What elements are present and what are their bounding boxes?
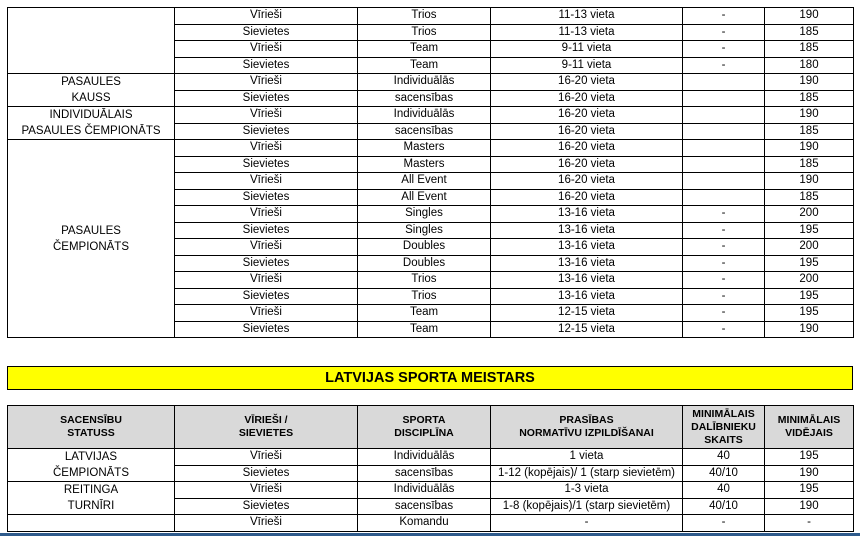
requirement-cell: 1-8 (kopējais)/1 (starp sievietēm) xyxy=(491,498,683,515)
discipline-cell: Doubles xyxy=(358,239,491,256)
discipline-cell: Masters xyxy=(358,156,491,173)
min-participants-cell: - xyxy=(683,41,765,58)
gender-cell: Vīrieši xyxy=(175,482,358,499)
min-average-cell: 180 xyxy=(765,57,854,74)
column-header-line: PRASĪBAS xyxy=(559,414,614,426)
discipline-cell: sacensības xyxy=(358,90,491,107)
min-participants-cell: - xyxy=(683,24,765,41)
discipline-cell: Trios xyxy=(358,8,491,25)
min-participants-cell: - xyxy=(683,272,765,289)
min-average-cell: 200 xyxy=(765,206,854,223)
column-header xyxy=(8,406,175,449)
discipline-cell: Individuālās xyxy=(358,449,491,466)
requirement-cell: 9-11 vieta xyxy=(491,41,683,58)
requirement-cell: 11-13 vieta xyxy=(491,24,683,41)
table-header-row xyxy=(8,406,854,449)
min-average-cell: 185 xyxy=(765,156,854,173)
table-row xyxy=(8,107,854,124)
status-line: ČEMPIONĀTS xyxy=(52,240,130,253)
status-line: REITINGA xyxy=(63,484,119,496)
min-participants-cell: 40/10 xyxy=(683,498,765,515)
competition-status-cell xyxy=(8,140,175,338)
status-line: KAUSS xyxy=(71,92,111,104)
gender-cell: Sievietes xyxy=(175,156,358,173)
min-average-cell: 190 xyxy=(765,107,854,124)
requirement-cell: 9-11 vieta xyxy=(491,57,683,74)
min-participants-cell: 40/10 xyxy=(683,465,765,482)
min-average-cell: 200 xyxy=(765,239,854,256)
requirement-cell: - xyxy=(491,515,683,532)
gender-cell: Vīrieši xyxy=(175,107,358,124)
min-participants-cell xyxy=(683,123,765,140)
discipline-cell: Doubles xyxy=(358,255,491,272)
min-average-cell: 190 xyxy=(765,498,854,515)
min-average-cell: 190 xyxy=(765,465,854,482)
discipline-cell: Trios xyxy=(358,24,491,41)
gender-cell: Sievietes xyxy=(175,321,358,338)
min-participants-cell: 40 xyxy=(683,449,765,466)
gender-cell: Sievietes xyxy=(175,498,358,515)
column-header xyxy=(358,406,491,449)
requirement-cell: 16-20 vieta xyxy=(491,173,683,190)
requirement-cell: 13-16 vieta xyxy=(491,206,683,223)
requirement-cell: 16-20 vieta xyxy=(491,74,683,91)
requirement-cell: 1-3 vieta xyxy=(491,482,683,499)
gender-cell: Sievietes xyxy=(175,255,358,272)
column-header-line: VIDĒJAIS xyxy=(785,427,833,439)
gender-cell: Vīrieši xyxy=(175,8,358,25)
gender-cell: Vīrieši xyxy=(175,305,358,322)
column-header xyxy=(683,406,765,449)
column-header-line: DISCIPLĪNA xyxy=(394,427,454,439)
min-average-cell: 185 xyxy=(765,41,854,58)
requirement-cell: 1 vieta xyxy=(491,449,683,466)
min-average-cell: 195 xyxy=(765,449,854,466)
min-average-cell: 200 xyxy=(765,272,854,289)
status-line: PASAULES xyxy=(61,76,121,88)
requirement-cell: 16-20 vieta xyxy=(491,140,683,157)
column-header-line: MINIMĀLAIS xyxy=(777,414,841,426)
requirement-cell: 16-20 vieta xyxy=(491,107,683,124)
min-participants-cell: - xyxy=(683,206,765,223)
column-header-line: DALĪBNIEKU xyxy=(691,420,756,433)
column-header-line: VĪRIEŠI / xyxy=(244,414,288,426)
competition-status-cell xyxy=(8,107,175,140)
min-average-cell: 190 xyxy=(765,321,854,338)
column-header xyxy=(491,406,683,449)
gender-cell: Vīrieši xyxy=(175,272,358,289)
discipline-cell: Team xyxy=(358,57,491,74)
gender-cell: Vīrieši xyxy=(175,206,358,223)
requirement-cell: 12-15 vieta xyxy=(491,321,683,338)
gender-cell: Sievietes xyxy=(175,465,358,482)
gender-cell: Sievietes xyxy=(175,90,358,107)
requirement-cell: 13-16 vieta xyxy=(491,239,683,256)
min-average-cell: 190 xyxy=(765,74,854,91)
column-header-line: MINIMĀLAIS xyxy=(692,407,755,420)
min-average-cell: 190 xyxy=(765,173,854,190)
requirement-cell: 13-16 vieta xyxy=(491,272,683,289)
min-average-cell: - xyxy=(765,515,854,532)
discipline-cell: Team xyxy=(358,321,491,338)
gender-cell: Sievietes xyxy=(175,189,358,206)
requirement-cell: 16-20 vieta xyxy=(491,189,683,206)
min-participants-cell: - xyxy=(683,8,765,25)
discipline-cell: Singles xyxy=(358,222,491,239)
min-average-cell: 195 xyxy=(765,222,854,239)
min-participants-cell xyxy=(683,189,765,206)
min-participants-cell xyxy=(683,140,765,157)
norms-table-top xyxy=(7,7,854,338)
gender-cell: Sievietes xyxy=(175,222,358,239)
gender-cell: Sievietes xyxy=(175,123,358,140)
discipline-cell: Singles xyxy=(358,206,491,223)
min-participants-cell: 40 xyxy=(683,482,765,499)
discipline-cell: Trios xyxy=(358,288,491,305)
min-average-cell: 185 xyxy=(765,189,854,206)
requirement-cell: 16-20 vieta xyxy=(491,156,683,173)
table-row xyxy=(8,140,854,157)
min-participants-cell: - xyxy=(683,239,765,256)
table-row xyxy=(8,449,854,466)
table-row xyxy=(8,8,854,25)
discipline-cell: All Event xyxy=(358,189,491,206)
gender-cell: Vīrieši xyxy=(175,515,358,532)
requirement-cell: 16-20 vieta xyxy=(491,123,683,140)
discipline-cell: Masters xyxy=(358,140,491,157)
min-average-cell: 190 xyxy=(765,140,854,157)
status-line: LATVIJAS xyxy=(64,451,118,463)
table-row xyxy=(8,74,854,91)
discipline-cell: Individuālās xyxy=(358,482,491,499)
discipline-cell: Komandu xyxy=(358,515,491,532)
column-header xyxy=(765,406,854,449)
gender-cell: Vīrieši xyxy=(175,173,358,190)
min-average-cell: 195 xyxy=(765,482,854,499)
discipline-cell: All Event xyxy=(358,173,491,190)
discipline-cell: Team xyxy=(358,305,491,322)
status-line: ČEMPIONĀTS xyxy=(52,467,130,479)
competition-status-cell xyxy=(8,74,175,107)
min-participants-cell xyxy=(683,90,765,107)
column-header-line: NORMATĪVU IZPILDĪŠANAI xyxy=(519,427,654,439)
gender-cell: Sievietes xyxy=(175,24,358,41)
status-line: TURNĪRI xyxy=(67,500,115,512)
min-average-cell: 195 xyxy=(765,288,854,305)
min-participants-cell: - xyxy=(683,57,765,74)
discipline-cell: sacensības xyxy=(358,465,491,482)
gender-cell: Vīrieši xyxy=(175,74,358,91)
column-header-line: SIEVIETES xyxy=(238,427,294,439)
discipline-cell: sacensības xyxy=(358,498,491,515)
table-row xyxy=(8,482,854,499)
column-header-line: SACENSĪBU xyxy=(60,414,122,426)
column-header-line: SKAITS xyxy=(704,433,743,446)
section-banner-latvijas-sporta-meistars: LATVIJAS SPORTA MEISTARS xyxy=(7,366,853,390)
requirement-cell: 13-16 vieta xyxy=(491,288,683,305)
status-line: PASAULES ČEMPIONĀTS xyxy=(21,125,161,137)
min-average-cell: 185 xyxy=(765,123,854,140)
gender-cell: Sievietes xyxy=(175,57,358,74)
status-line: INDIVIDUĀLAIS xyxy=(49,109,133,121)
discipline-cell: Team xyxy=(358,41,491,58)
column-header-line: SPORTA xyxy=(402,414,446,426)
gender-cell: Vīrieši xyxy=(175,140,358,157)
requirement-cell: 11-13 vieta xyxy=(491,8,683,25)
column-header-line: STATUSS xyxy=(67,427,115,439)
discipline-cell: Individuālās xyxy=(358,74,491,91)
min-average-cell: 190 xyxy=(765,8,854,25)
competition-status-cell xyxy=(8,482,175,515)
min-average-cell: 185 xyxy=(765,24,854,41)
table-row xyxy=(8,515,854,532)
min-participants-cell: - xyxy=(683,255,765,272)
min-average-cell: 185 xyxy=(765,90,854,107)
norms-table-bottom xyxy=(7,405,854,532)
min-participants-cell xyxy=(683,107,765,124)
competition-status-cell xyxy=(8,449,175,482)
min-participants-cell xyxy=(683,173,765,190)
min-average-cell: 195 xyxy=(765,305,854,322)
requirement-cell: 13-16 vieta xyxy=(491,255,683,272)
min-participants-cell: - xyxy=(683,288,765,305)
requirement-cell: 1-12 (kopējais)/ 1 (starp sievietēm) xyxy=(491,465,683,482)
discipline-cell: Individuālās xyxy=(358,107,491,124)
column-header xyxy=(175,406,358,449)
min-average-cell: 195 xyxy=(765,255,854,272)
min-participants-cell: - xyxy=(683,305,765,322)
status-line: PASAULES xyxy=(61,224,121,237)
requirement-cell: 16-20 vieta xyxy=(491,90,683,107)
gender-cell: Vīrieši xyxy=(175,239,358,256)
min-participants-cell: - xyxy=(683,515,765,532)
competition-status-cell xyxy=(8,8,175,74)
min-participants-cell xyxy=(683,156,765,173)
min-participants-cell xyxy=(683,74,765,91)
gender-cell: Sievietes xyxy=(175,288,358,305)
discipline-cell: Trios xyxy=(358,272,491,289)
discipline-cell: sacensības xyxy=(358,123,491,140)
min-participants-cell: - xyxy=(683,321,765,338)
gender-cell: Vīrieši xyxy=(175,449,358,466)
requirement-cell: 13-16 vieta xyxy=(491,222,683,239)
gender-cell: Vīrieši xyxy=(175,41,358,58)
min-participants-cell: - xyxy=(683,222,765,239)
requirement-cell: 12-15 vieta xyxy=(491,305,683,322)
competition-status-cell xyxy=(8,515,175,532)
